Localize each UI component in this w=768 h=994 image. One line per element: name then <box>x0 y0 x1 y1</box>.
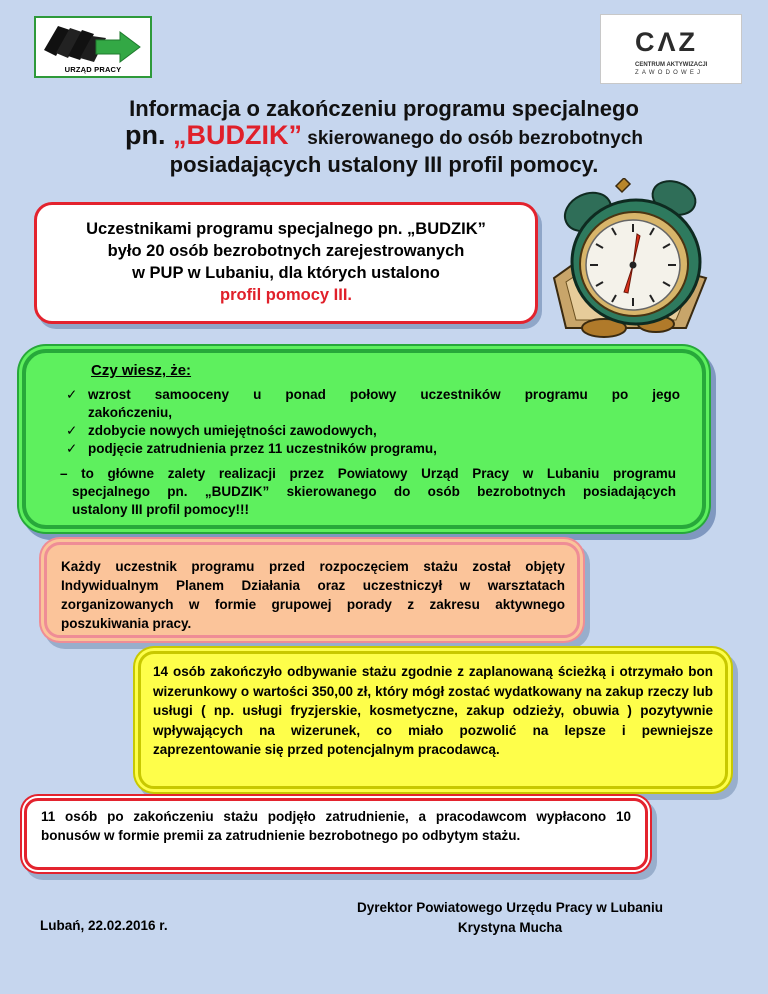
participants-box <box>34 202 538 324</box>
summary-line2: specjalnego pn. „BUDZIK” skierowanego do osób bezrobotnych posiadających <box>72 484 676 499</box>
title-prefix: pn. <box>125 120 173 150</box>
summary-line3: ustalony III profil pomocy!!! <box>72 502 250 517</box>
caz-logo-mark: CΛZ <box>635 27 698 57</box>
list-item <box>66 440 680 458</box>
benefits-list <box>66 386 680 458</box>
caz-logo <box>600 14 742 84</box>
list-item <box>66 386 680 422</box>
title-line3: posiadających ustalony III profil pomocy. <box>169 152 599 177</box>
check-mark-icon: ✓ <box>66 423 78 438</box>
list-item <box>66 422 680 440</box>
title-suffix: skierowanego do osób bezrobotnych <box>302 128 643 149</box>
participants-highlight: profil pomocy III. <box>219 286 352 304</box>
caz-logo-line1: CENTRUM AKTYWIZACJI <box>635 62 708 68</box>
benefit-line: podjęcie zatrudnienia przez 11 uczestników programu, <box>88 441 437 456</box>
did-you-know-heading: Czy wiesz, że: <box>91 362 192 379</box>
check-mark-icon: ✓ <box>66 387 78 402</box>
participants-line1: Uczestnikami programu specjalnego pn. „BUDZIK” <box>86 220 486 238</box>
benefits-summary <box>60 465 676 519</box>
participants-line3: w PUP w Lubaniu, dla których ustalono <box>132 264 440 282</box>
signature-block <box>330 898 690 938</box>
labour-office-logo-icon <box>36 20 150 68</box>
labour-office-logo <box>34 16 152 78</box>
document-date: Lubań, 22.02.2016 r. <box>40 918 168 933</box>
title-line2 <box>30 122 738 152</box>
title-line1: Informacja o zakończeniu programu specjalnego <box>129 96 639 121</box>
employment-text: 11 osób po zakończeniu stażu podjęło zatrudnienie, a pracodawcom wypłacono 10 bonusów w formie premii za zatrudnienie bezrobotnego po odbytym stażu. <box>41 809 631 843</box>
did-you-know-box <box>22 349 706 529</box>
participants-line2: było 20 osób bezrobotnych zarejestrowanych <box>107 242 465 260</box>
alarm-clock-illustration <box>536 178 736 358</box>
benefit-line: wzrost samooceny u ponad połowy uczestników programu po jego <box>88 387 680 402</box>
logo-caption: URZĄD PRACY <box>64 65 122 74</box>
benefit-line: zakończeniu, <box>88 405 173 420</box>
action-plan-text: Każdy uczestnik programu przed rozpoczęciem stażu został objęty Indywidualnym Planem Działania oraz uczestniczył w warsztatach zorganizowanych w formie grupowej porady z zakresu aktywnego poszukiwania pracy. <box>61 559 565 631</box>
summary-line1: – to główne zalety realizacji przez Powiatowy Urząd Pracy w Lubaniu programu <box>60 466 676 481</box>
action-plan-box <box>44 542 580 638</box>
check-mark-icon: ✓ <box>66 441 78 456</box>
internship-box <box>138 651 728 789</box>
caz-logo-line2: ZAWODOWEJ <box>635 70 704 76</box>
program-name: „BUDZIK” <box>173 120 302 150</box>
benefit-line: zdobycie nowych umiejętności zawodowych, <box>88 423 377 438</box>
page-title <box>30 96 738 178</box>
employment-box <box>24 798 648 870</box>
signature-name: Krystyna Mucha <box>457 920 563 935</box>
internship-text: 14 osób zakończyło odbywanie stażu zgodnie z zaplanowaną ścieżką i otrzymało bon wizerunkowy o wartości 350,00 zł, który mógł zostać wydatkowany na zakup rzeczy lub usługi ( np. usługi fryzjerskie, kosmetyczne, zakup odzieży, obuwia ) pozytywnie wpływających na wizerunek, co miało pozwolić na lepsze i pewniejsze zaprezentowanie się przed potencjalnym pracodawcą. <box>153 664 713 757</box>
signature-title: Dyrektor Powiatowego Urzędu Pracy w Lubaniu <box>356 900 664 915</box>
